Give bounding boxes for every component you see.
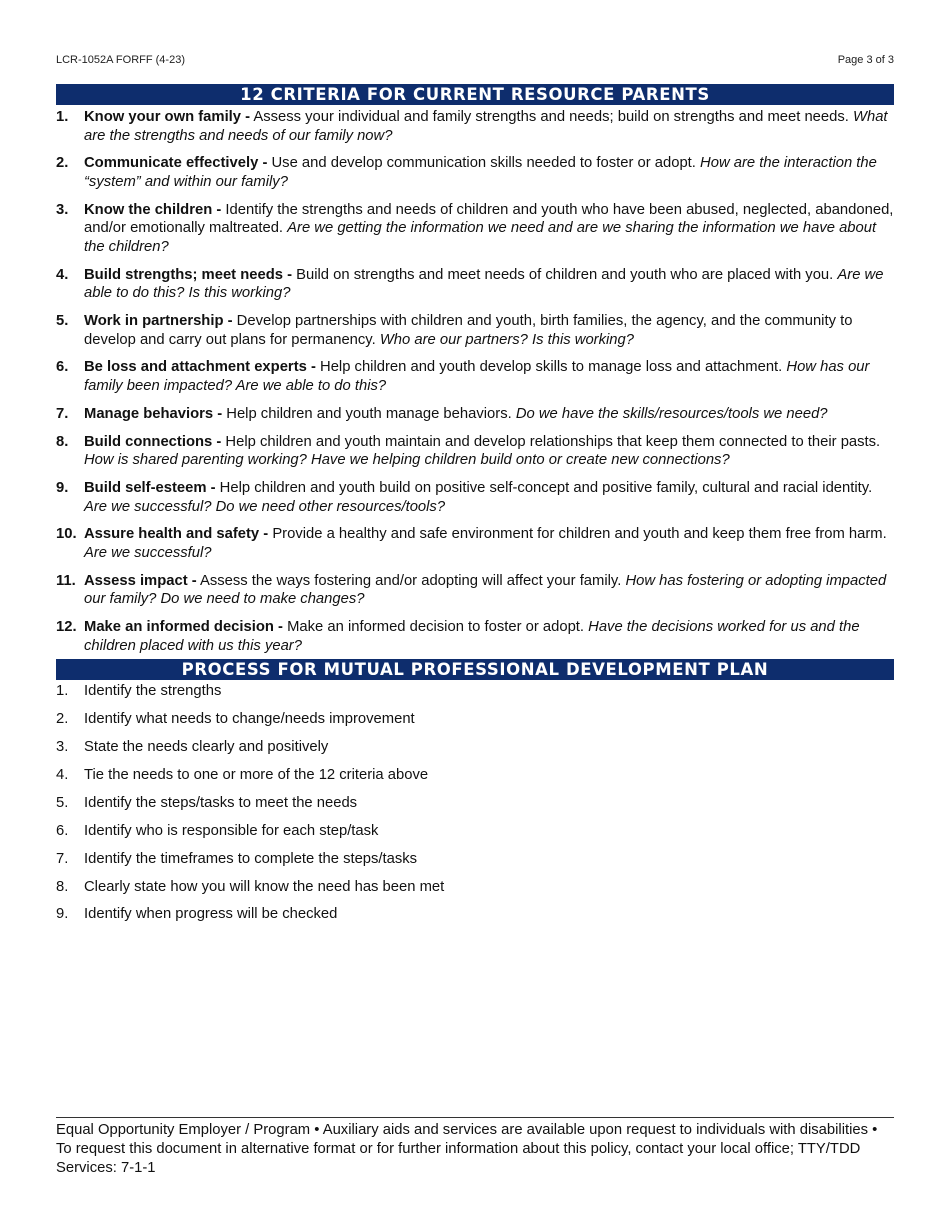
criteria-number: 10. bbox=[56, 526, 77, 543]
process-step bbox=[56, 682, 894, 701]
criteria-question: Who are our partners? Is this working? bbox=[379, 331, 634, 348]
criteria-item bbox=[56, 433, 894, 470]
criteria-term: Know your own family - bbox=[84, 109, 251, 125]
criteria-description: Assess your individual and family strengths and needs; build on strengths and meet needs. bbox=[250, 109, 853, 125]
criteria-item bbox=[56, 405, 894, 424]
criteria-item bbox=[56, 154, 894, 191]
criteria-description: Help children and youth develop skills to manage loss and attachment. bbox=[315, 359, 787, 376]
criteria-question: How has our family been impacted? Are we able to do this? bbox=[84, 359, 870, 395]
criteria-question: How has fostering or adopting impacted our family? Do we need to make changes? bbox=[84, 572, 887, 608]
criteria-term: Build connections - bbox=[84, 433, 222, 450]
criteria-question: What are the strengths and needs of our family now? bbox=[84, 109, 888, 144]
criteria-question: Are we successful? Do we need other resources/tools? bbox=[84, 498, 446, 515]
criteria-question: Are we successful? bbox=[84, 544, 212, 561]
process-step-number: 5. bbox=[56, 794, 69, 811]
process-step-number: 4. bbox=[56, 766, 69, 783]
criteria-term: Assess impact - bbox=[84, 572, 197, 589]
criteria-description: Make an informed decision to foster or adopt. bbox=[282, 619, 589, 636]
criteria-term: Make an informed decision - bbox=[84, 619, 283, 636]
process-step-number: 3. bbox=[56, 739, 69, 756]
page-number: Page 3 of 3 bbox=[837, 54, 894, 66]
process-step-text: Identify the steps/tasks to meet the needs bbox=[84, 794, 358, 811]
criteria-item bbox=[56, 358, 894, 395]
process-step-text: Identify what needs to change/needs improvement bbox=[84, 711, 415, 728]
criteria-description: Build on strengths and meet needs of children and youth who are placed with you. bbox=[292, 266, 838, 283]
criteria-list bbox=[56, 105, 894, 659]
process-step-number: 7. bbox=[56, 850, 69, 867]
process-step-number: 1. bbox=[56, 683, 69, 700]
criteria-item bbox=[56, 312, 894, 349]
criteria-term: Manage behaviors - bbox=[84, 405, 223, 422]
criteria-term: Be loss and attachment experts - bbox=[84, 359, 316, 376]
criteria-item bbox=[56, 525, 894, 562]
criteria-description: Help children and youth maintain and develop relationships that keep them connected to their pasts. bbox=[221, 433, 881, 450]
process-step-text: Clearly state how you will know the need has been met bbox=[84, 878, 445, 895]
process-list bbox=[56, 680, 894, 924]
process-step-text: State the needs clearly and positively bbox=[84, 739, 329, 756]
process-step-number: 2. bbox=[56, 711, 69, 728]
criteria-item bbox=[56, 201, 894, 257]
criteria-term: Communicate effectively - bbox=[84, 155, 268, 172]
criteria-section-title: 12 CRITERIA FOR CURRENT RESOURCE PARENTS bbox=[56, 84, 894, 105]
criteria-question: How are the interaction the “system” and within our family? bbox=[84, 155, 877, 190]
criteria-description: Provide a healthy and safe environment for children and youth and keep them free from harm. bbox=[268, 526, 887, 543]
criteria-question: Have the decisions worked for us and the children placed with us this year? bbox=[84, 619, 860, 654]
criteria-term: Build self-esteem - bbox=[84, 480, 216, 496]
process-step bbox=[56, 710, 894, 729]
process-step-text: Tie the needs to one or more of the 12 criteria above bbox=[84, 766, 429, 783]
process-step-number: 8. bbox=[56, 878, 69, 895]
criteria-item bbox=[56, 479, 894, 516]
form-id: LCR-1052A FORFF (4-23) bbox=[56, 54, 185, 66]
process-step bbox=[56, 766, 894, 785]
process-step-text: Identify the timeframes to complete the steps/tasks bbox=[84, 850, 418, 867]
criteria-item bbox=[56, 266, 894, 303]
criteria-term: Build strengths; meet needs - bbox=[84, 266, 293, 283]
criteria-number: 11. bbox=[56, 572, 76, 589]
process-step bbox=[56, 905, 894, 924]
process-step-text: Identify the strengths bbox=[84, 683, 222, 700]
criteria-item bbox=[56, 572, 894, 609]
criteria-number: 3. bbox=[56, 201, 69, 218]
process-step bbox=[56, 794, 894, 813]
page-content bbox=[56, 84, 894, 924]
page-header bbox=[56, 54, 894, 66]
criteria-number: 9. bbox=[56, 480, 69, 496]
process-step bbox=[56, 850, 894, 869]
criteria-description: Assess the ways fostering and/or adopting will affect your family. bbox=[196, 572, 626, 589]
criteria-question: Are we able to do this? Is this working? bbox=[84, 266, 884, 302]
process-step-number: 9. bbox=[56, 906, 69, 923]
criteria-item bbox=[56, 618, 894, 655]
criteria-term: Assure health and safety - bbox=[84, 526, 269, 543]
criteria-question: Do we have the skills/resources/tools we need? bbox=[515, 405, 828, 422]
criteria-description: Help children and youth manage behaviors. bbox=[222, 405, 516, 422]
criteria-description: Help children and youth build on positive self-concept and positive family, cultural and racial identity. bbox=[215, 480, 873, 496]
criteria-description: Develop partnerships with children and youth, birth families, the agency, and the community to develop and carry out plans for permanency. bbox=[84, 313, 853, 348]
criteria-number: 6. bbox=[56, 359, 69, 376]
process-section-title: PROCESS FOR MUTUAL PROFESSIONAL DEVELOPMENT PLAN bbox=[56, 659, 894, 680]
criteria-term: Work in partnership - bbox=[84, 313, 233, 330]
process-step bbox=[56, 738, 894, 757]
criteria-number: 4. bbox=[56, 266, 69, 283]
criteria-number: 12. bbox=[56, 619, 77, 636]
criteria-number: 8. bbox=[56, 433, 69, 450]
criteria-description: Use and develop communication skills needed to foster or adopt. bbox=[267, 155, 701, 172]
criteria-number: 5. bbox=[56, 313, 69, 330]
criteria-item bbox=[56, 108, 894, 145]
process-step bbox=[56, 822, 894, 841]
process-step-text: Identify when progress will be checked bbox=[84, 906, 338, 923]
criteria-question: Are we getting the information we need and are we sharing the information we have about the children? bbox=[84, 220, 877, 255]
criteria-number: 2. bbox=[56, 155, 69, 172]
criteria-number: 7. bbox=[56, 405, 69, 422]
criteria-description: Identify the strengths and needs of children and youth who have been abused, neglected, abandoned, and/or emotionally maltreated. bbox=[84, 201, 894, 237]
process-step-text: Identify who is responsible for each step/task bbox=[84, 822, 379, 839]
footer-notice: Equal Opportunity Employer / Program • Auxiliary aids and services are available upon request to individuals with disabilities • To request this document in alternative format or for further information about this policy, contact your local office; TTY/TDD Services: 7-1-1 bbox=[56, 1117, 894, 1177]
process-step-number: 6. bbox=[56, 822, 69, 839]
criteria-number: 1. bbox=[56, 109, 69, 125]
criteria-term: Know the children - bbox=[84, 201, 222, 218]
process-step bbox=[56, 878, 894, 897]
criteria-question: How is shared parenting working? Have we helping children build onto or create new connections? bbox=[84, 452, 730, 469]
